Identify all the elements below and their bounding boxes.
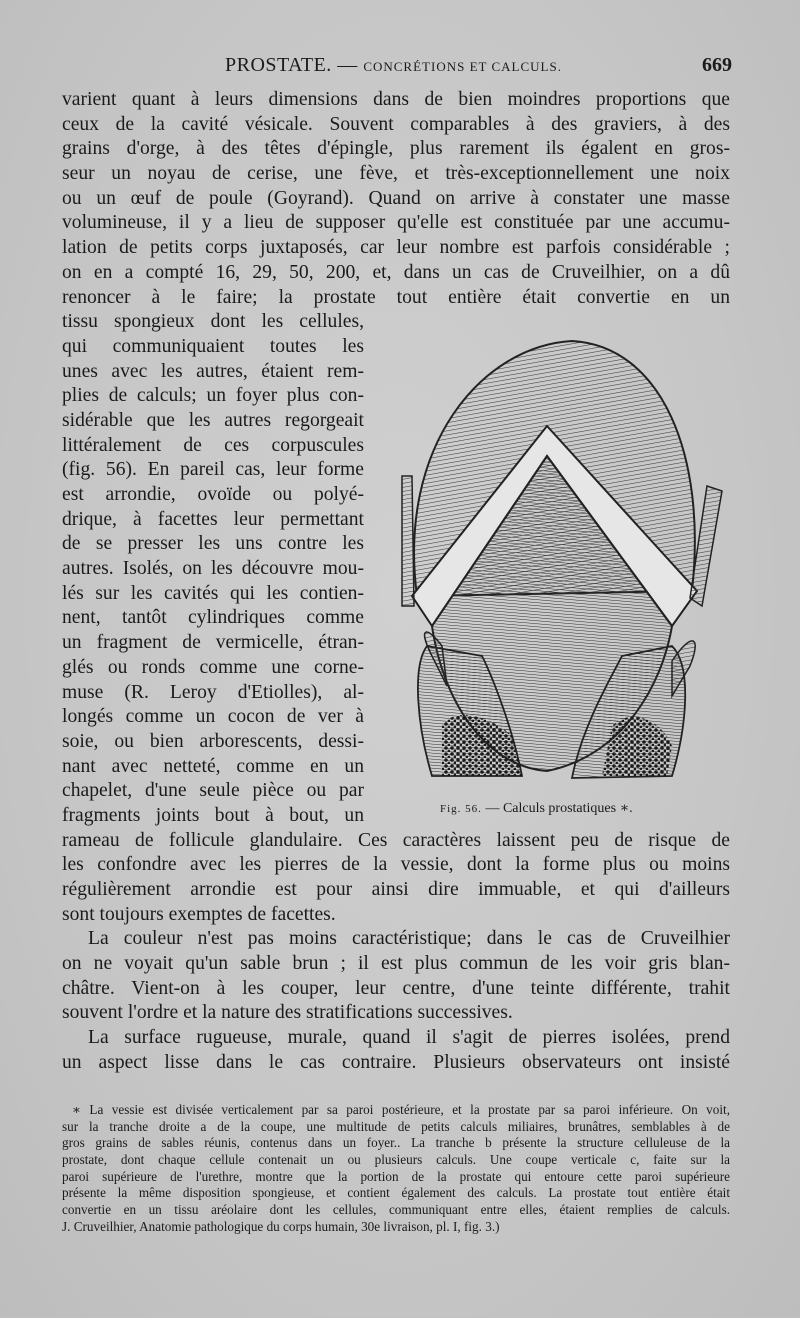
figure-caption-label: Fig. 56.	[440, 803, 482, 815]
page-number: 669	[702, 54, 732, 76]
text-line: souvent l'ordre et la nature des stratifications successives.	[62, 1002, 513, 1024]
text-line: lés sur les cavités qui les contien-	[62, 582, 364, 604]
text-line: fragments joints bout à bout, un	[62, 804, 364, 826]
text-line: un aspect lisse dans le cas contraire. Plusieurs observateurs ont insisté	[62, 1051, 730, 1073]
text-line: les confondre avec les pierres de la vessie, dont la forme plus ou moins	[62, 854, 730, 876]
paragraph-2	[62, 927, 730, 1026]
running-header	[60, 52, 732, 82]
text-line: régulièrement arrondie est pour ainsi dire immuable, et qui d'ailleurs	[62, 879, 730, 900]
running-title	[225, 54, 562, 77]
text-line: ceux de la cavité vésicale. Souvent comparables à des graviers, à des	[62, 113, 730, 135]
text-line: est arrondie, ovoïde ou polyé-	[62, 484, 364, 505]
footnote-line: prostate, dont chaque cellule contenait un ou plusieurs calculs. Une coupe verticale c, faite sur la	[62, 1152, 730, 1168]
text-line: sidérable que les autres regorgeait	[62, 409, 364, 431]
text-line: renoncer à le faire; la prostate tout entière était convertie en un	[62, 286, 730, 308]
figure-caption-text: — Calculs prostatiques ∗.	[481, 801, 633, 816]
text-line: volumineuse, il y a lieu de supposer qu'elle est constituée par une accumu-	[62, 212, 730, 234]
text-line: unes avec les autres, étaient rem-	[62, 360, 364, 382]
footnote-line: ∗ La vessie est divisée verticalement par sa paroi postérieure, et la prostate par sa paroi inférieure. On voit,	[72, 1102, 730, 1117]
footnote-line: gros grains de sables réunis, contenus dans un foyer.. La tranche b présente la structure celluleuse de la	[62, 1135, 730, 1151]
text-line: littéralement de ces corpuscules	[62, 434, 364, 456]
text-line: seur un noyau de cerise, une fève, et très-exceptionnellement une noix	[62, 163, 730, 185]
text-line: nant avec netteté, comme en un	[62, 755, 364, 777]
paragraph-1-top	[62, 88, 730, 310]
text-line: La surface rugueuse, murale, quand il s'agit de pierres isolées, prend	[88, 1027, 730, 1049]
text-line: qui communiquaient toutes les	[62, 335, 364, 357]
text-line: chapelet, d'une seule pièce ou par	[62, 780, 364, 802]
text-line: plies de calculs; un foyer plus con-	[62, 385, 364, 407]
text-line: varient quant à leurs dimensions dans de bien moindres proportions que	[62, 89, 730, 110]
footnote-line: sur la tranche droite a de la coupe, une multitude de petits calculs miliaires, brunâtres, semblables à de	[62, 1118, 730, 1134]
text-line: rameau de follicule glandulaire. Ces caractères laissent peu de risque de	[62, 829, 730, 851]
text-line: tissu spongieux dont les cellules,	[62, 311, 364, 333]
figure-56-illustration	[372, 326, 732, 796]
text-line: on en a compté 16, 29, 50, 200, et, dans un cas de Cruveilhier, on a dû	[62, 261, 730, 283]
text-line: on ne voyait qu'un sable brun ; il est plus commun de les voir gris blan-	[62, 953, 730, 975]
text-line: La couleur n'est pas moins caractéristique; dans le cas de Cruveilhier	[88, 928, 730, 950]
text-line: soie, ou bien arborescents, dessi-	[62, 730, 364, 752]
text-line: glés ou ronds comme une corne-	[62, 656, 364, 678]
text-line: muse (R. Leroy d'Etiolles), al-	[62, 681, 364, 703]
text-line: sont toujours exemptes de facettes.	[62, 903, 336, 925]
footnote	[62, 1102, 730, 1236]
text-line: un fragment de vermicelle, étran-	[62, 632, 364, 654]
text-line: nent, tantôt cylindriques comme	[62, 607, 364, 629]
running-title-sub: CONCRÉTIONS ET CALCULS.	[363, 59, 562, 74]
footnote-line: J. Cruveilhier, Anatomie pathologique du corps humain, 30e livraison, pl. I, fig. 3.)	[62, 1218, 500, 1234]
paragraph-1-bottom	[62, 829, 730, 928]
text-line: drique, à facettes leur permettant	[62, 508, 364, 530]
text-line: longés comme un cocon de ver à	[62, 706, 364, 728]
text-line: grains d'orge, à des têtes d'épingle, plus rarement ils égalent en gros-	[62, 138, 730, 160]
text-line: châtre. Vient-on à les couper, leur centre, d'une teinte différente, trahit	[62, 977, 730, 999]
footnote-line: convertie en un tissu aréolaire dont les cellules, communiquant entre elles, étaient remplies de calculs.	[62, 1202, 730, 1218]
text-line: lation de petits corps juxtaposés, car leur nombre est parfois considérable ;	[62, 237, 730, 259]
figure-caption	[440, 800, 633, 817]
text-line: de se presser les uns contre les	[62, 533, 364, 555]
paragraph-3	[62, 1026, 730, 1075]
footnote-line: paroi supérieure de l'urethre, montre que la portion de la prostate qui entoure cette paroi supérieure	[62, 1168, 730, 1184]
text-line: autres. Isolés, on les découvre mou-	[62, 558, 364, 580]
footnote-line: présente la même disposition spongieuse, et contient également des calculs. La prostate tout entière était	[62, 1185, 730, 1201]
running-title-main: PROSTATE. —	[225, 54, 358, 76]
prostate-calculi-engraving	[372, 326, 732, 796]
text-line: (fig. 56). En pareil cas, leur forme	[62, 459, 364, 481]
text-line: ou un œuf de poule (Goyrand). Quand on arrive à constater une masse	[62, 187, 730, 209]
